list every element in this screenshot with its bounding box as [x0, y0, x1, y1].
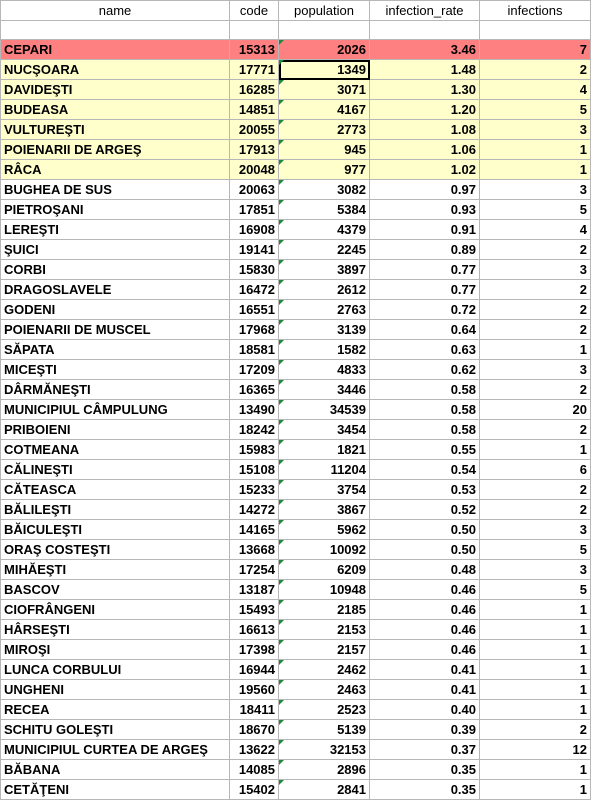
population-cell[interactable]: 11204	[279, 460, 370, 480]
population-cell[interactable]: 2763	[279, 300, 370, 320]
population-cell[interactable]: 1582	[279, 340, 370, 360]
population-cell[interactable]: 6209	[279, 560, 370, 580]
code-cell[interactable]: 18670	[230, 720, 279, 740]
population-cell[interactable]: 977	[279, 160, 370, 180]
population-cell[interactable]: 34539	[279, 400, 370, 420]
table-row	[1, 620, 591, 640]
code-cell[interactable]: 14085	[230, 760, 279, 780]
infection-rate-cell[interactable]: 0.64	[370, 320, 480, 340]
code-cell[interactable]: 17968	[230, 320, 279, 340]
name-cell[interactable]: HÂRSEŞTI	[1, 620, 230, 640]
empty-cell[interactable]	[279, 21, 370, 40]
infection-rate-cell[interactable]: 0.46	[370, 620, 480, 640]
name-cell[interactable]: CĂTEASCA	[1, 480, 230, 500]
code-cell[interactable]: 15313	[230, 40, 279, 60]
column-header-infection-rate[interactable]: infection_rate	[370, 1, 480, 21]
name-cell[interactable]: PRIBOIENI	[1, 420, 230, 440]
name-cell[interactable]: POIENARII DE MUSCEL	[1, 320, 230, 340]
header-row	[1, 1, 591, 21]
population-cell[interactable]: 2185	[279, 600, 370, 620]
table-row	[1, 440, 591, 460]
infections-cell[interactable]: 20	[480, 400, 591, 420]
infections-cell[interactable]: 1	[480, 700, 591, 720]
table-row	[1, 240, 591, 260]
infections-cell[interactable]: 2	[480, 240, 591, 260]
population-cell[interactable]: 4167	[279, 100, 370, 120]
empty-cell[interactable]	[230, 21, 279, 40]
name-cell[interactable]: RÂCA	[1, 160, 230, 180]
name-cell[interactable]: GODENI	[1, 300, 230, 320]
infections-cell[interactable]: 1	[480, 140, 591, 160]
table-row	[1, 660, 591, 680]
code-cell[interactable]: 13490	[230, 400, 279, 420]
table-row	[1, 340, 591, 360]
infection-rate-cell[interactable]: 0.41	[370, 680, 480, 700]
table-row	[1, 100, 591, 120]
infections-cell[interactable]: 1	[480, 160, 591, 180]
population-cell[interactable]: 3754	[279, 480, 370, 500]
name-cell[interactable]: CEPARI	[1, 40, 230, 60]
infection-rate-cell[interactable]: 0.77	[370, 280, 480, 300]
infection-rate-cell[interactable]: 1.30	[370, 80, 480, 100]
infections-cell[interactable]: 5	[480, 100, 591, 120]
infection-rate-cell[interactable]: 0.46	[370, 600, 480, 620]
name-cell[interactable]: POIENARII DE ARGEŞ	[1, 140, 230, 160]
code-cell[interactable]: 16944	[230, 660, 279, 680]
infections-cell[interactable]: 1	[480, 640, 591, 660]
table-row	[1, 160, 591, 180]
infection-rate-cell[interactable]: 1.48	[370, 60, 480, 80]
population-cell[interactable]: 3867	[279, 500, 370, 520]
infection-rate-cell[interactable]: 1.06	[370, 140, 480, 160]
table-row	[1, 700, 591, 720]
table-row	[1, 460, 591, 480]
name-cell[interactable]: RECEA	[1, 700, 230, 720]
column-header-infections[interactable]: infections	[480, 1, 591, 21]
infections-cell[interactable]: 1	[480, 600, 591, 620]
population-cell[interactable]: 5139	[279, 720, 370, 740]
name-cell[interactable]: UNGHENI	[1, 680, 230, 700]
infection-rate-cell[interactable]: 0.93	[370, 200, 480, 220]
table-row	[1, 60, 591, 80]
code-cell[interactable]: 16613	[230, 620, 279, 640]
table-row	[1, 760, 591, 780]
code-cell[interactable]: 20063	[230, 180, 279, 200]
code-cell[interactable]: 16551	[230, 300, 279, 320]
infections-cell[interactable]: 7	[480, 40, 591, 60]
infections-cell[interactable]: 2	[480, 320, 591, 340]
table-row	[1, 200, 591, 220]
infections-cell[interactable]: 12	[480, 740, 591, 760]
code-cell[interactable]: 19560	[230, 680, 279, 700]
table-row	[1, 400, 591, 420]
code-cell[interactable]: 14272	[230, 500, 279, 520]
population-cell[interactable]: 32153	[279, 740, 370, 760]
infections-cell[interactable]: 4	[480, 220, 591, 240]
table-row	[1, 580, 591, 600]
column-header-code[interactable]: code	[230, 1, 279, 21]
table-row	[1, 480, 591, 500]
infections-cell[interactable]: 3	[480, 520, 591, 540]
infection-rate-cell[interactable]: 0.35	[370, 780, 480, 800]
infection-rate-cell[interactable]: 0.97	[370, 180, 480, 200]
code-cell[interactable]: 18242	[230, 420, 279, 440]
table-row	[1, 520, 591, 540]
name-cell[interactable]: MIROŞI	[1, 640, 230, 660]
table-row	[1, 380, 591, 400]
code-cell[interactable]: 17398	[230, 640, 279, 660]
table-row	[1, 540, 591, 560]
empty-cell[interactable]	[480, 21, 591, 40]
name-cell[interactable]: VULTUREŞTI	[1, 120, 230, 140]
population-cell[interactable]: 2463	[279, 680, 370, 700]
table-row	[1, 680, 591, 700]
population-cell[interactable]: 2523	[279, 700, 370, 720]
infections-cell[interactable]: 1	[480, 680, 591, 700]
code-cell[interactable]: 17209	[230, 360, 279, 380]
table-row	[1, 280, 591, 300]
table-row	[1, 500, 591, 520]
code-cell[interactable]: 16472	[230, 280, 279, 300]
infection-rate-cell[interactable]: 0.41	[370, 660, 480, 680]
code-cell[interactable]: 15402	[230, 780, 279, 800]
name-cell[interactable]: MUNICIPIUL CURTEA DE ARGEŞ	[1, 740, 230, 760]
infections-cell[interactable]: 5	[480, 540, 591, 560]
name-cell[interactable]: DRAGOSLAVELE	[1, 280, 230, 300]
infections-cell[interactable]: 5	[480, 580, 591, 600]
name-cell[interactable]: ŞUICI	[1, 240, 230, 260]
infection-rate-cell[interactable]: 1.08	[370, 120, 480, 140]
population-cell[interactable]: 2153	[279, 620, 370, 640]
infection-rate-cell[interactable]: 0.35	[370, 760, 480, 780]
code-cell[interactable]: 16285	[230, 80, 279, 100]
infections-cell[interactable]: 1	[480, 780, 591, 800]
population-cell[interactable]: 3071	[279, 80, 370, 100]
infection-rate-cell[interactable]: 0.72	[370, 300, 480, 320]
infection-rate-cell[interactable]: 0.39	[370, 720, 480, 740]
infection-rate-cell[interactable]: 0.58	[370, 380, 480, 400]
population-cell[interactable]: 2157	[279, 640, 370, 660]
name-cell[interactable]: PIETROŞANI	[1, 200, 230, 220]
infection-rate-cell[interactable]: 0.50	[370, 540, 480, 560]
code-cell[interactable]: 20055	[230, 120, 279, 140]
code-cell[interactable]: 18581	[230, 340, 279, 360]
column-header-name[interactable]: name	[1, 1, 230, 21]
infection-rate-cell[interactable]: 1.20	[370, 100, 480, 120]
infections-cell[interactable]: 1	[480, 440, 591, 460]
table-row	[1, 600, 591, 620]
name-cell[interactable]: SCHITU GOLEŞTI	[1, 720, 230, 740]
infection-rate-cell[interactable]: 0.77	[370, 260, 480, 280]
infection-rate-cell[interactable]: 0.46	[370, 640, 480, 660]
code-cell[interactable]: 13622	[230, 740, 279, 760]
table-row	[1, 360, 591, 380]
code-cell[interactable]: 16908	[230, 220, 279, 240]
table-row	[1, 320, 591, 340]
infections-cell[interactable]: 3	[480, 560, 591, 580]
name-cell[interactable]: COTMEANA	[1, 440, 230, 460]
table-row	[1, 120, 591, 140]
infections-cell[interactable]: 2	[480, 280, 591, 300]
code-cell[interactable]: 15233	[230, 480, 279, 500]
infections-cell[interactable]: 3	[480, 260, 591, 280]
infection-rate-cell[interactable]: 0.55	[370, 440, 480, 460]
infection-rate-cell[interactable]: 0.62	[370, 360, 480, 380]
code-cell[interactable]: 13187	[230, 580, 279, 600]
code-cell[interactable]: 19141	[230, 240, 279, 260]
infections-cell[interactable]: 1	[480, 660, 591, 680]
population-cell[interactable]: 2612	[279, 280, 370, 300]
population-cell[interactable]: 3139	[279, 320, 370, 340]
code-cell[interactable]: 14165	[230, 520, 279, 540]
name-cell[interactable]: LUNCA CORBULUI	[1, 660, 230, 680]
name-cell[interactable]: MICEŞTI	[1, 360, 230, 380]
code-cell[interactable]: 17254	[230, 560, 279, 580]
table-row	[1, 180, 591, 200]
population-cell[interactable]: 2026	[279, 40, 370, 60]
code-cell[interactable]: 13668	[230, 540, 279, 560]
infection-rate-cell[interactable]: 3.46	[370, 40, 480, 60]
infections-cell[interactable]: 2	[480, 300, 591, 320]
population-cell[interactable]: 4379	[279, 220, 370, 240]
population-cell[interactable]: 5962	[279, 520, 370, 540]
infection-rate-cell[interactable]: 0.52	[370, 500, 480, 520]
table-row	[1, 260, 591, 280]
population-cell[interactable]: 2245	[279, 240, 370, 260]
name-cell[interactable]: DÂRMĂNEŞTI	[1, 380, 230, 400]
infections-cell[interactable]: 2	[480, 380, 591, 400]
code-cell[interactable]: 17771	[230, 60, 279, 80]
infections-cell[interactable]: 3	[480, 180, 591, 200]
name-cell[interactable]: ORAŞ COSTEŞTI	[1, 540, 230, 560]
code-cell[interactable]: 15493	[230, 600, 279, 620]
infections-cell[interactable]: 3	[480, 120, 591, 140]
selected-cell[interactable]: 1349	[279, 60, 370, 80]
name-cell[interactable]: BĂICULEŞTI	[1, 520, 230, 540]
table-row	[1, 720, 591, 740]
infection-rate-cell[interactable]: 0.40	[370, 700, 480, 720]
infections-cell[interactable]: 1	[480, 620, 591, 640]
population-cell[interactable]: 945	[279, 140, 370, 160]
infection-rate-cell[interactable]: 0.54	[370, 460, 480, 480]
table-row	[1, 80, 591, 100]
infection-rate-cell[interactable]: 0.58	[370, 420, 480, 440]
infection-rate-cell[interactable]: 0.63	[370, 340, 480, 360]
name-cell[interactable]: BĂLILEŞTI	[1, 500, 230, 520]
infections-cell[interactable]: 1	[480, 760, 591, 780]
table-row	[1, 640, 591, 660]
code-cell[interactable]: 20048	[230, 160, 279, 180]
infection-rate-cell[interactable]: 0.89	[370, 240, 480, 260]
name-cell[interactable]: MIHĂEŞTI	[1, 560, 230, 580]
empty-cell[interactable]	[1, 21, 230, 40]
infections-cell[interactable]: 6	[480, 460, 591, 480]
name-cell[interactable]: LEREŞTI	[1, 220, 230, 240]
infection-rate-cell[interactable]: 0.50	[370, 520, 480, 540]
infection-rate-cell[interactable]: 0.91	[370, 220, 480, 240]
table-row	[1, 300, 591, 320]
infections-cell[interactable]: 5	[480, 200, 591, 220]
infection-rate-cell[interactable]: 0.58	[370, 400, 480, 420]
name-cell[interactable]: BASCOV	[1, 580, 230, 600]
infections-cell[interactable]: 1	[480, 340, 591, 360]
code-cell[interactable]: 15983	[230, 440, 279, 460]
name-cell[interactable]: SĂPATA	[1, 340, 230, 360]
table-row	[1, 560, 591, 580]
population-cell[interactable]: 2462	[279, 660, 370, 680]
code-cell[interactable]: 16365	[230, 380, 279, 400]
code-cell[interactable]: 15108	[230, 460, 279, 480]
infections-cell[interactable]: 2	[480, 60, 591, 80]
population-cell[interactable]: 2896	[279, 760, 370, 780]
population-cell[interactable]: 1821	[279, 440, 370, 460]
table-row	[1, 140, 591, 160]
infections-cell[interactable]: 3	[480, 360, 591, 380]
name-cell[interactable]: BUDEASA	[1, 100, 230, 120]
name-cell[interactable]: NUCŞOARA	[1, 60, 230, 80]
empty-row	[1, 21, 591, 40]
table-row	[1, 420, 591, 440]
name-cell[interactable]: CORBI	[1, 260, 230, 280]
infection-rate-cell[interactable]: 0.37	[370, 740, 480, 760]
population-cell[interactable]: 5384	[279, 200, 370, 220]
code-cell[interactable]: 14851	[230, 100, 279, 120]
table-row	[1, 740, 591, 760]
code-cell[interactable]: 17913	[230, 140, 279, 160]
infections-cell[interactable]: 2	[480, 500, 591, 520]
table-row	[1, 40, 591, 60]
population-cell[interactable]: 3897	[279, 260, 370, 280]
name-cell[interactable]: BUGHEA DE SUS	[1, 180, 230, 200]
infections-cell[interactable]: 2	[480, 420, 591, 440]
code-cell[interactable]: 15830	[230, 260, 279, 280]
population-cell[interactable]: 2773	[279, 120, 370, 140]
population-cell[interactable]: 3446	[279, 380, 370, 400]
name-cell[interactable]: CETĂŢENI	[1, 780, 230, 800]
infection-rate-cell[interactable]: 1.02	[370, 160, 480, 180]
name-cell[interactable]: BĂBANA	[1, 760, 230, 780]
name-cell[interactable]: DAVIDEŞTI	[1, 80, 230, 100]
population-cell[interactable]: 3454	[279, 420, 370, 440]
infections-cell[interactable]: 4	[480, 80, 591, 100]
name-cell[interactable]: MUNICIPIUL CÂMPULUNG	[1, 400, 230, 420]
code-cell[interactable]: 18411	[230, 700, 279, 720]
table-row	[1, 220, 591, 240]
population-cell[interactable]: 4833	[279, 360, 370, 380]
infections-cell[interactable]: 2	[480, 720, 591, 740]
population-cell[interactable]: 2841	[279, 780, 370, 800]
name-cell[interactable]: CĂLINEŞTI	[1, 460, 230, 480]
code-cell[interactable]: 17851	[230, 200, 279, 220]
population-cell[interactable]: 10948	[279, 580, 370, 600]
empty-cell[interactable]	[370, 21, 480, 40]
infection-rate-cell[interactable]: 0.53	[370, 480, 480, 500]
population-cell[interactable]: 3082	[279, 180, 370, 200]
infections-cell[interactable]: 2	[480, 480, 591, 500]
population-cell[interactable]: 10092	[279, 540, 370, 560]
infection-rate-cell[interactable]: 0.46	[370, 580, 480, 600]
name-cell[interactable]: CIOFRÂNGENI	[1, 600, 230, 620]
column-header-population[interactable]: population	[279, 1, 370, 21]
infection-rate-cell[interactable]: 0.48	[370, 560, 480, 580]
